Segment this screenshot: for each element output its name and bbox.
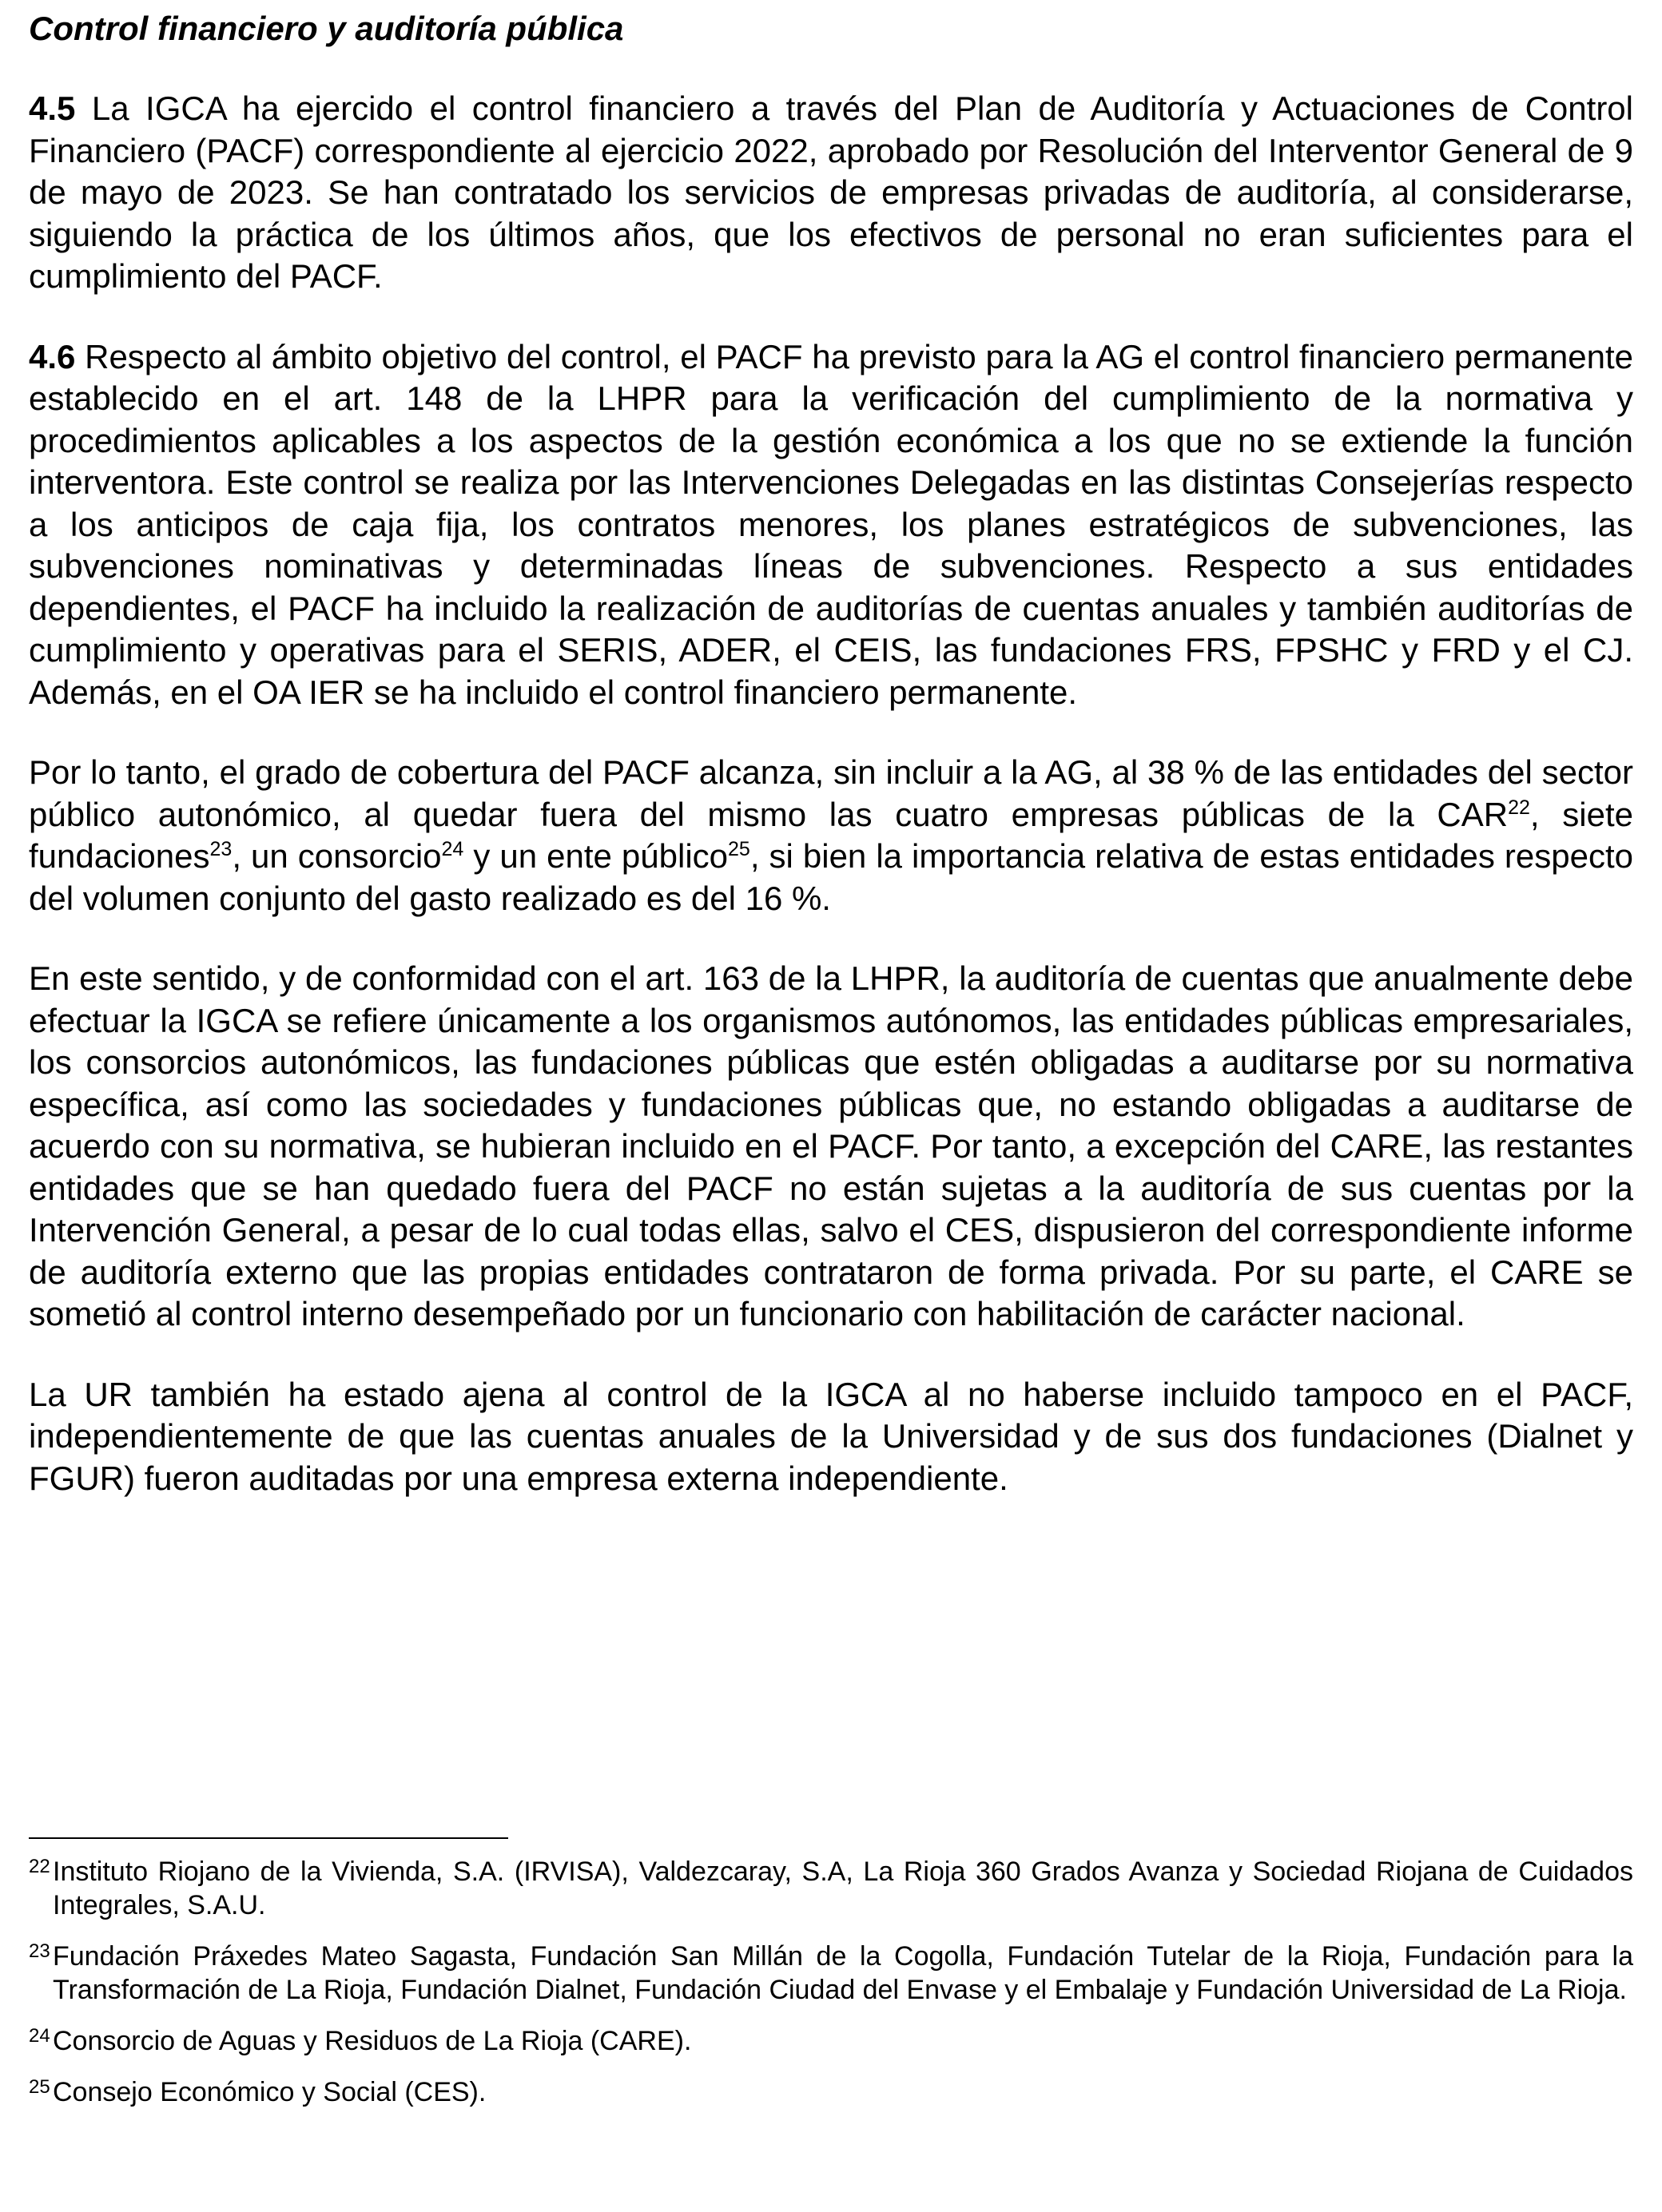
- footnote-ref-25[interactable]: 25: [728, 838, 750, 860]
- section-heading: Control financiero y auditoría pública: [29, 10, 624, 47]
- footnote-number: 23: [29, 1940, 50, 1962]
- paragraph-text: Respecto al ámbito objetivo del control, el PACF ha previsto para la AG el control financiero permanente establecido en el art. 148 de la LHPR para la verificación del cumplimiento de la normativa y procedimientos aplicables a los aspectos de la gestión económica a los que no se extiende la función interventora. Este control se realiza por las Intervenciones Delegadas en las distintas Consejerías respecto a los anticipos de caja fija, los contratos menores, los planes estratégicos de subvenciones, las subvenciones nominativas y determinadas líneas de subvenciones. Respecto a sus entidades dependientes, el PACF ha incluido la realización de auditorías de cuentas anuales y también auditorías de cumplimiento y operativas para el SERIS, ADER, el CEIS, las fundaciones FRS, FPSHC y FRD y el CJ. Además, en el OA IER se ha incluido el control financiero permanente.: [29, 337, 1633, 711]
- paragraph-ur: La UR también ha estado ajena al control de la IGCA al no haberse incluido tampoco en el PACF, independientemente de que las cuentas anuales de la Universidad y de sus dos fundaciones (Dialnet y FGUR) fueron auditadas por una empresa externa independiente.: [29, 1375, 1633, 1497]
- footnote-text: Instituto Riojano de la Vivienda, S.A. (IRVISA), Valdezcaray, S.A, La Rioja 360 Grados Avanza y Sociedad Riojana de Cuidados Integrales, S.A.U.: [53, 1857, 1633, 1920]
- footnote-25: [29, 2075, 1633, 2109]
- footnote-22: [29, 1855, 1633, 1922]
- paragraph-text: , si bien la importancia relativa de estas entidades respecto del volumen conjunto del gasto realizado es del 16 %.: [29, 837, 1633, 917]
- paragraph-text: , siete fundaciones: [29, 795, 1633, 875]
- footnote-23: [29, 1940, 1633, 2007]
- footnote-separator: [29, 1837, 508, 1839]
- footnote-ref-22[interactable]: 22: [1508, 796, 1530, 819]
- paragraph-text: , un consorcio: [232, 837, 442, 875]
- document-page: [29, 0, 1633, 1499]
- paragraph-text: La IGCA ha ejercido el control financiero a través del Plan de Auditoría y Actuaciones de Control Financiero (PACF) correspondiente al ejercicio 2022, aprobado por Resolución del Interventor General de 9 de mayo de 2023. Se han contratado los servicios de empresas privadas de auditoría, al considerarse, siguiendo la práctica de los últimos años, que los efectivos de personal no eran suficientes para el cumplimiento del PACF.: [29, 89, 1633, 295]
- footnote-text: Consorcio de Aguas y Residuos de La Rioja (CARE).: [53, 2026, 692, 2056]
- footnote-number: 22: [29, 1856, 50, 1877]
- footnote-text: Consejo Económico y Social (CES).: [53, 2077, 487, 2107]
- paragraph-number: 4.6: [29, 337, 76, 375]
- paragraph-number: 4.5: [29, 89, 76, 127]
- paragraph-cobertura: [29, 752, 1633, 919]
- footnotes-section: [29, 1837, 1633, 2127]
- paragraph-4-5: [29, 88, 1633, 298]
- paragraph-text: Por lo tanto, el grado de cobertura del PACF alcanza, sin incluir a la AG, al 38 % de las entidades del sector público autonómico, al quedar fuera del mismo las cuatro empresas públicas de la CAR: [29, 753, 1633, 833]
- paragraph-text: y un ente público: [463, 837, 729, 875]
- footnote-ref-23[interactable]: 23: [209, 838, 233, 860]
- footnote-number: 25: [29, 2076, 50, 2098]
- footnote-number: 24: [29, 2025, 50, 2047]
- paragraph-4-6: [29, 336, 1633, 714]
- footnote-ref-24[interactable]: 24: [441, 838, 464, 860]
- footnote-24: [29, 2024, 1633, 2058]
- paragraph-sentido: En este sentido, y de conformidad con el art. 163 de la LHPR, la auditoría de cuentas que anualmente debe efectuar la IGCA se refiere únicamente a los organismos autónomos, las entidades públicas empresariales, los consorcios autonómicos, las fundaciones públicas que estén obligadas a auditarse por su normativa específica, así como las sociedades y fundaciones públicas que, no estando obligadas a auditarse de acuerdo con su normativa, se hubieran incluido en el PACF. Por tanto, a excepción del CARE, las restantes entidades que se han quedado fuera del PACF no están sujetas a la auditoría de sus cuentas por la Intervención General, a pesar de lo cual todas ellas, salvo el CES, dispusieron del correspondiente informe de auditoría externo que las propias entidades contrataron de forma privada. Por su parte, el CARE se sometió al control interno desempeñado por un funcionario con habilitación de carácter nacional.: [29, 959, 1633, 1332]
- footnote-text: Fundación Práxedes Mateo Sagasta, Fundación San Millán de la Cogolla, Fundación Tutelar de la Rioja, Fundación para la Transformación de La Rioja, Fundación Dialnet, Fundación Ciudad del Envase y el Embalaje y Fundación Universidad de La Rioja.: [53, 1941, 1633, 2005]
